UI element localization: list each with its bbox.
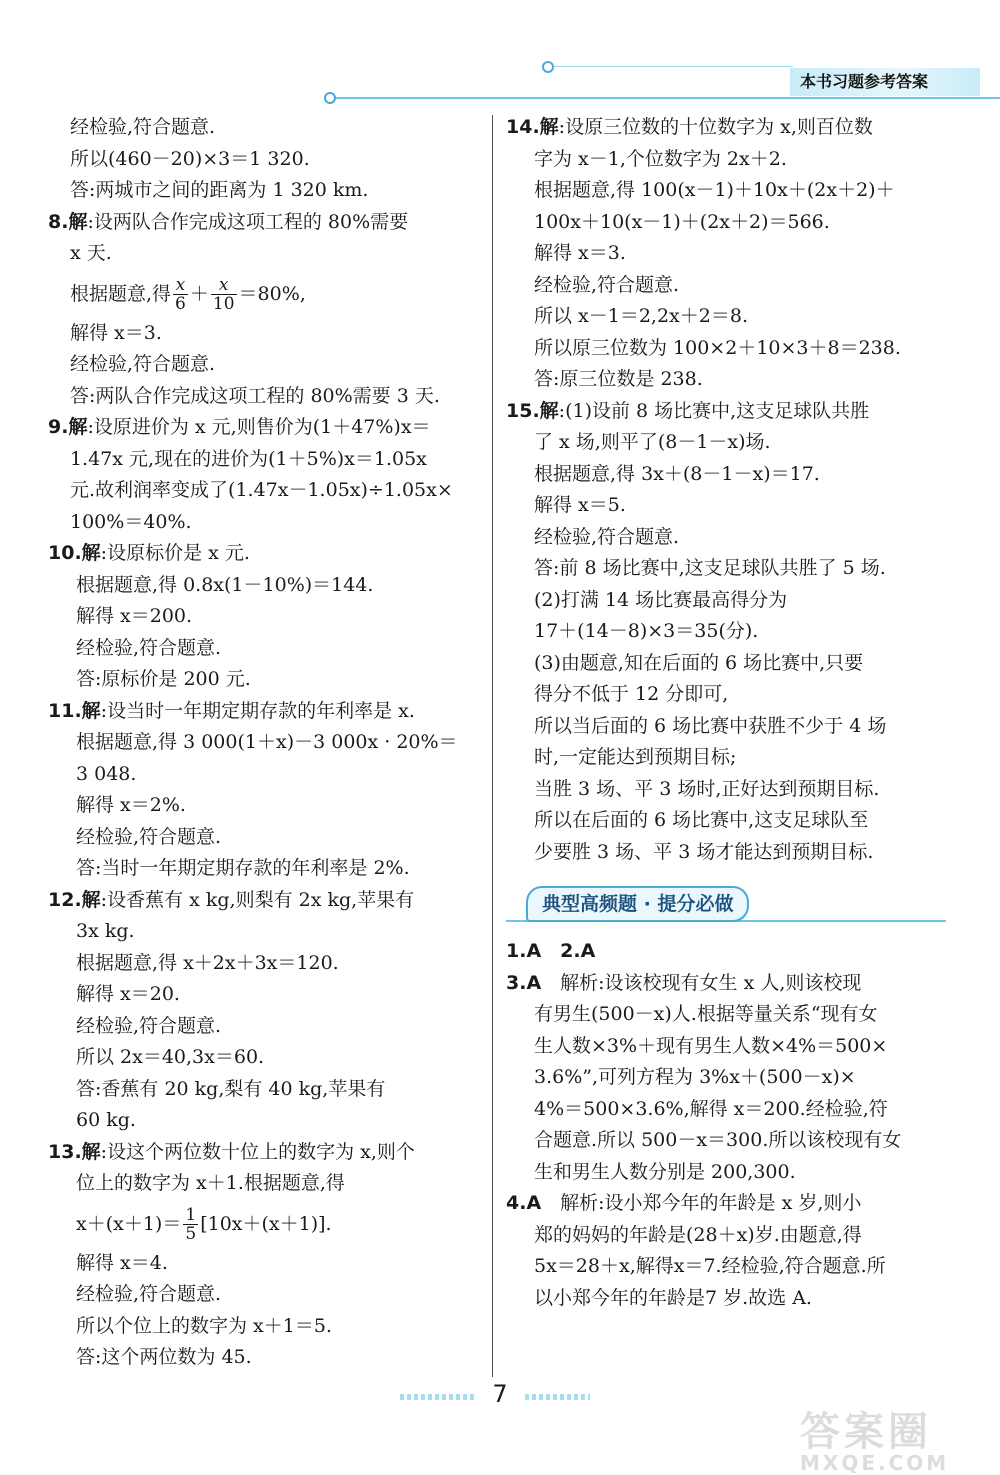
header-rule-dot xyxy=(542,61,554,73)
watermark-logo: 答案圈 MXQE.COM xyxy=(800,1409,950,1475)
section-title: 典型高频题 · 提分必做 xyxy=(526,886,749,922)
text-line: 以小郑今年的年龄是7 岁.故选 A. xyxy=(534,1286,812,1309)
text-line: 位上的数字为 x＋1.根据题意,得 xyxy=(76,1172,345,1194)
problem-number: 3.A xyxy=(506,971,542,994)
text-line: 答:香蕉有 20 kg,梨有 40 kg,苹果有 xyxy=(76,1077,386,1100)
right-column xyxy=(506,112,946,1314)
text-line: 少要胜 3 场、平 3 场才能达到预期目标. xyxy=(534,840,874,863)
text-line: 经检验,符合题意. xyxy=(534,525,680,548)
text-line: 生和男生人数分别是 200,300. xyxy=(534,1160,796,1183)
text-line: (3)由题意,知在后面的 6 场比赛中,只要 xyxy=(534,651,864,674)
column-divider xyxy=(492,115,493,1377)
text-line: 答:当时一年期定期存款的年利率是 2%. xyxy=(76,857,410,879)
text-line: 答:原标价是 200 元. xyxy=(76,668,251,690)
text-line: 当胜 3 场、平 3 场时,正好达到预期目标. xyxy=(534,777,880,800)
text-line: 经检验,符合题意. xyxy=(70,353,216,375)
text-line: 经检验,符合题意. xyxy=(534,273,680,296)
problem-number: 10.解 xyxy=(48,542,101,564)
page-number: 7 xyxy=(492,1380,508,1408)
text-line: (2)打满 14 场比赛最高得分为 xyxy=(534,588,788,611)
text-line: 经检验,符合题意. xyxy=(76,1014,222,1037)
problem-12-head: 12.解:设香蕉有 x kg,则梨有 2x kg,苹果有 xyxy=(48,888,415,911)
header-rule-upper xyxy=(548,66,793,67)
text-line: 100%＝40%. xyxy=(70,510,192,533)
text-line: 解得 x＝3. xyxy=(534,242,626,264)
text-line: 生人数×3%＋现有男生人数×4%＝500× xyxy=(534,1034,888,1057)
text-line: 4%＝500×3.6%,解得 x＝200.经检验,符 xyxy=(534,1097,888,1120)
text-line: 解得 x＝3. xyxy=(70,321,162,344)
answers-1-2: 1.A 2.A xyxy=(506,940,596,962)
text-line: 根据题意,得 3x＋(8－1－x)＝17. xyxy=(534,462,820,485)
fraction-equation: 根据题意,得 $\frac{x}{6}$ ＋ $\frac{x}{10}$ ＝80%, xyxy=(70,275,306,314)
text-line: 3.6%”,可列方程为 3%x＋(500－x)× xyxy=(534,1066,856,1088)
problem-number: 14.解 xyxy=(506,116,559,138)
problem-13-head: 13.解:设这个两位数十位上的数字为 x,则个 xyxy=(48,1140,415,1163)
text-line: 解得 x＝200. xyxy=(76,605,193,627)
text-line: 经检验,符合题意. xyxy=(70,116,216,138)
problem-number: 12.解 xyxy=(48,888,101,911)
text-line: 3 048. xyxy=(76,762,137,785)
fraction: $\frac{x}{6}$ xyxy=(175,275,186,314)
problem-11-head: 11.解:设当时一年期定期存款的年利率是 x. xyxy=(48,699,415,722)
text-line: 根据题意,得 x＋2x＋3x＝120. xyxy=(76,951,339,974)
header-rule xyxy=(330,97,1000,99)
problem-number: 13.解 xyxy=(48,1140,101,1163)
text-line: 100x＋10(x－1)＋(2x＋2)＝566. xyxy=(534,210,830,233)
page-number-decoration xyxy=(400,1394,475,1400)
text-line: 3x kg. xyxy=(76,920,135,942)
text-line: 了 x 场,则平了(8－1－x)场. xyxy=(534,431,771,453)
section-header xyxy=(506,882,946,926)
fraction: $\frac{x}{10}$ xyxy=(212,275,235,314)
text-line: 答:这个两位数为 45. xyxy=(76,1346,252,1368)
problem-15-head: 15.解:(1)设前 8 场比赛中,这支足球队共胜 xyxy=(506,399,870,422)
text-line: 根据题意,得 0.8x(1－10%)＝144. xyxy=(76,573,374,596)
text-line: 元.故利润率变成了(1.47x－1.05x)÷1.05x× xyxy=(70,479,453,501)
text-line: 解得 x＝4. xyxy=(76,1251,168,1274)
text-line: 得分不低于 12 分即可, xyxy=(534,683,729,705)
text-line: 解得 x＝2%. xyxy=(76,794,186,816)
question-3-head: 3.A 解析:设该校现有女生 x 人,则该校现 xyxy=(506,971,862,994)
question-4-head: 4.A 解析:设小郑今年的年龄是 x 岁,则小 xyxy=(506,1192,862,1214)
text-line: 时,一定能达到预期目标; xyxy=(534,746,737,768)
fraction-equation: x＋(x＋1)＝ $\frac{1}{5}$ [10x＋(x＋1)]. xyxy=(76,1205,332,1244)
text-line: 所以原三位数为 100×2＋10×3＋8＝238. xyxy=(534,336,901,359)
text-line: 答:前 8 场比赛中,这支足球队共胜了 5 场. xyxy=(534,557,886,579)
text-line: 所以个位上的数字为 x＋1＝5. xyxy=(76,1314,332,1337)
text-line: 根据题意,得 3 000(1＋x)－3 000x · 20%＝ xyxy=(76,731,458,753)
header-rule-dot xyxy=(324,92,336,104)
text-line: 所以在后面的 6 场比赛中,这支足球队至 xyxy=(534,809,869,831)
problem-10-head: 10.解:设原标价是 x 元. xyxy=(48,542,250,564)
text-line: 1.47x 元,现在的进价为(1＋5%)x＝1.05x xyxy=(70,447,427,470)
problem-number: 15.解 xyxy=(506,399,559,422)
problem-number: 11.解 xyxy=(48,699,101,722)
text-line: x 天. xyxy=(70,242,112,264)
text-line: 经检验,符合题意. xyxy=(76,636,222,659)
text-line: 郑的妈妈的年龄是(28＋x)岁.由题意,得 xyxy=(534,1223,862,1246)
text-line: 经检验,符合题意. xyxy=(76,1283,222,1305)
text-line: 答:两城市之间的距离为 1 320 km. xyxy=(70,179,369,201)
fraction: $\frac{1}{5}$ xyxy=(185,1205,197,1244)
header-title: 本书习题参考答案 xyxy=(790,68,980,96)
problem-14-head: 14.解:设原三位数的十位数字为 x,则百位数 xyxy=(506,116,873,138)
page-number-decoration xyxy=(525,1394,590,1400)
text-line: 所以当后面的 6 场比赛中获胜不少于 4 场 xyxy=(534,714,887,737)
problem-9-head: 9.解:设原进价为 x 元,则售价为(1＋47%)x＝ xyxy=(48,416,431,438)
text-line: 解得 x＝20. xyxy=(76,983,180,1005)
text-line: 字为 x－1,个位数字为 2x＋2. xyxy=(534,147,787,170)
problem-number: 4.A xyxy=(506,1192,542,1214)
text-line: 答:原三位数是 238. xyxy=(534,368,703,390)
problem-number: 9.解 xyxy=(48,416,88,438)
text-line: 解得 x＝5. xyxy=(534,494,626,516)
left-column xyxy=(48,112,482,1374)
text-line: 17＋(14－8)×3＝35(分). xyxy=(534,620,759,642)
text-line: 所以 2x＝40,3x＝60. xyxy=(76,1046,265,1068)
text-line: 所以 x－1＝2,2x＋2＝8. xyxy=(534,305,748,327)
text-line: 所以(460－20)×3＝1 320. xyxy=(70,147,310,170)
text-line: 答:两队合作完成这项工程的 80%需要 3 天. xyxy=(70,384,440,407)
text-line: 合题意.所以 500－x＝300.所以该校现有女 xyxy=(534,1129,902,1151)
text-line: 有男生(500－x)人.根据等量关系“现有女 xyxy=(534,1003,878,1025)
problem-number: 8.解 xyxy=(48,210,88,233)
text-line: 经检验,符合题意. xyxy=(76,825,222,848)
text-line: 根据题意,得 100(x－1)＋10x＋(2x＋2)＋ xyxy=(534,179,895,201)
text-line: 60 kg. xyxy=(76,1109,136,1131)
text-line: 5x＝28＋x,解得x＝7.经检验,符合题意.所 xyxy=(534,1255,886,1277)
problem-8-head: 8.解:设两队合作完成这项工程的 80%需要 xyxy=(48,210,409,233)
